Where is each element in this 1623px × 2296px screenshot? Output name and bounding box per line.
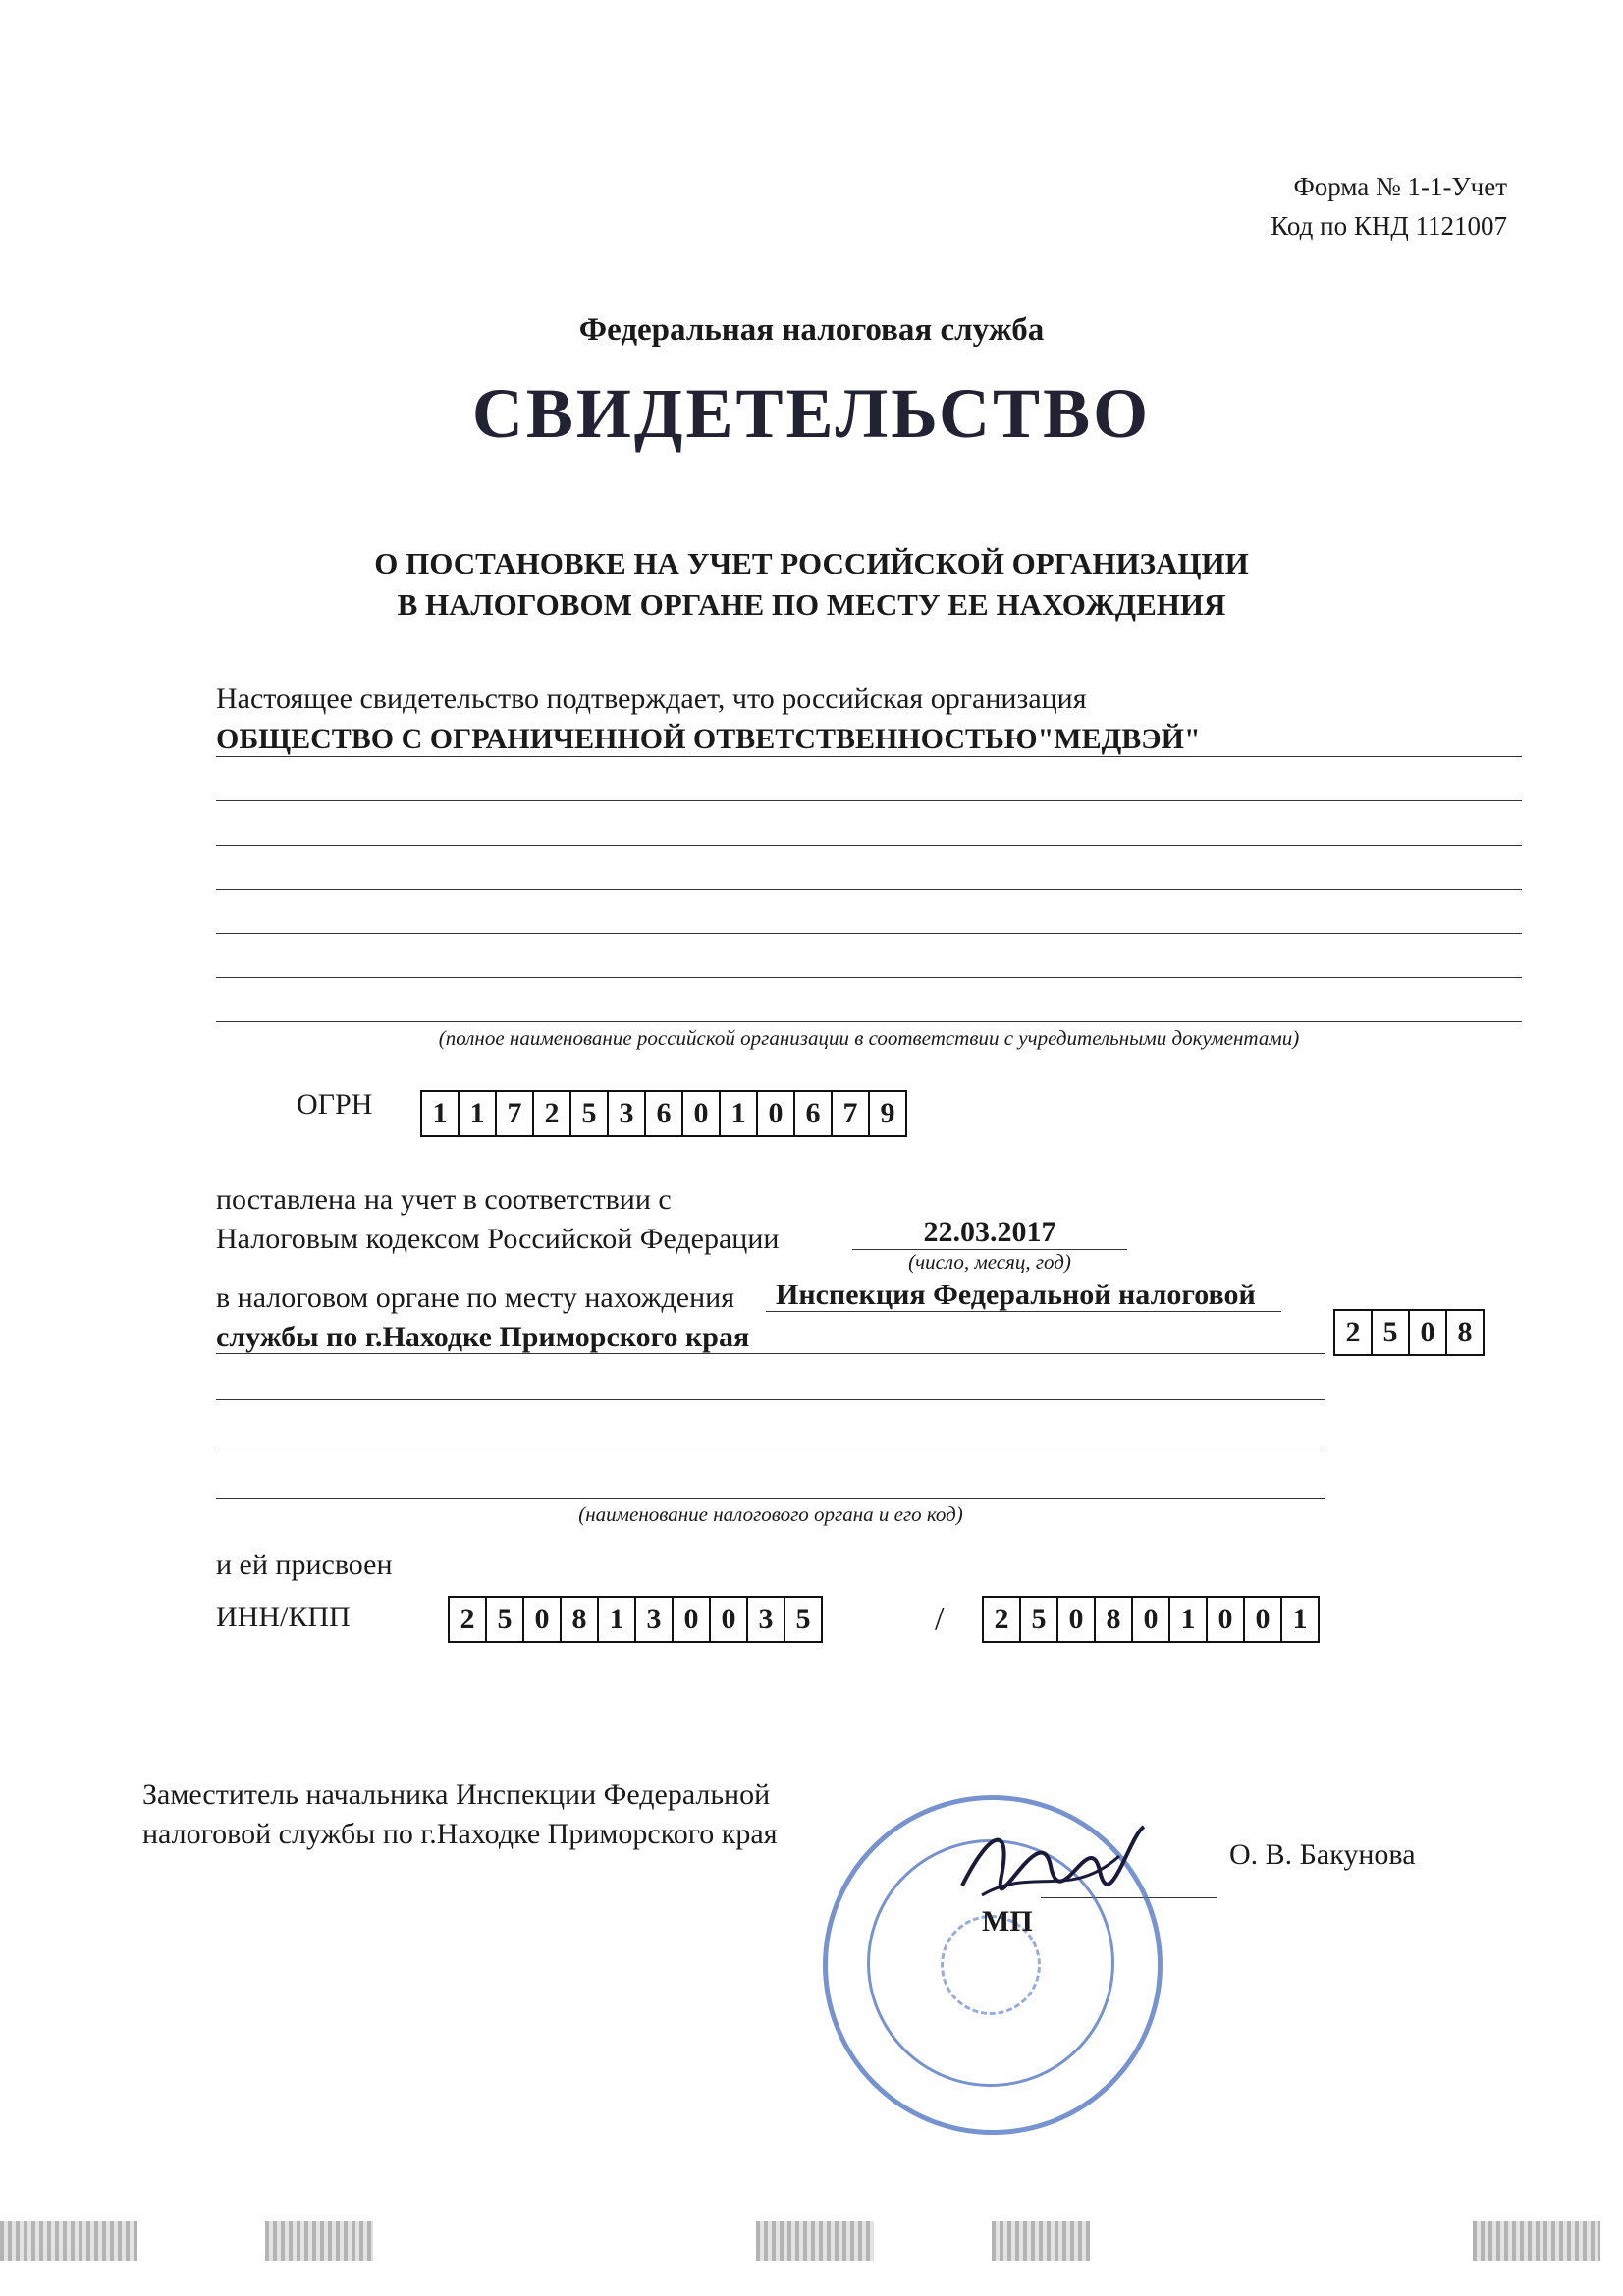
authority-code-digit: 0	[1410, 1311, 1447, 1354]
inn-digit: 0	[674, 1598, 711, 1641]
kpp-digit: 8	[1096, 1598, 1133, 1641]
authority-underline-2	[216, 1353, 1325, 1354]
kpp-digit: 0	[1058, 1598, 1096, 1641]
kpp-boxes	[982, 1596, 1320, 1643]
scan-artifact-mid-left	[265, 2221, 373, 2261]
ogrn-digit: 7	[833, 1092, 870, 1135]
authority-underline-1	[766, 1311, 1281, 1312]
inn-boxes	[448, 1596, 823, 1643]
org-line-5	[216, 933, 1522, 934]
inn-digit: 3	[636, 1598, 674, 1641]
kpp-digit: 0	[1133, 1598, 1170, 1641]
ogrn-digit: 3	[609, 1092, 646, 1135]
inn-digit: 0	[524, 1598, 562, 1641]
form-number: Форма № 1-1-Учет	[1293, 172, 1507, 201]
inn-digit: 8	[562, 1598, 599, 1641]
assigned-label: и ей присвоен	[216, 1549, 393, 1581]
org-line-4	[216, 889, 1522, 890]
registration-date: 22.03.2017	[923, 1216, 1056, 1248]
ogrn-digit: 9	[880, 1097, 895, 1129]
ogrn-digit: 0	[758, 1092, 795, 1135]
authority-line-2: службы по г.Находке Приморского края	[216, 1321, 750, 1353]
ogrn-label: ОГРН	[297, 1088, 373, 1121]
ogrn-digit: 1	[460, 1092, 497, 1135]
subtitle-line-2: В НАЛОГОВОМ ОРГАНЕ ПО МЕСТУ ЕЕ НАХОЖДЕНИЯ	[397, 587, 1226, 622]
ogrn-digit: 6	[795, 1092, 833, 1135]
authority-code-digit: 8	[1457, 1316, 1473, 1348]
org-line-3	[216, 845, 1522, 846]
registration-line-2: Налоговым кодексом Российской Федерации	[216, 1223, 780, 1255]
inn-kpp-separator: /	[935, 1601, 945, 1637]
ogrn-digit: 1	[422, 1092, 460, 1135]
signer-position	[142, 1776, 778, 1854]
authority-line-1: Инспекция Федеральной налоговой	[776, 1279, 1256, 1311]
inn-digit: 3	[748, 1598, 785, 1641]
inn-digit: 5	[487, 1598, 524, 1641]
signature-scribble-icon	[952, 1807, 1149, 1915]
org-line-1	[216, 756, 1522, 757]
signer-position-line-1: Заместитель начальника Инспекции Федеральной	[142, 1778, 771, 1811]
authority-code-boxes	[1333, 1309, 1485, 1356]
org-line-2	[216, 800, 1522, 801]
kpp-digit: 5	[1021, 1598, 1058, 1641]
place-label: в налоговом органе по месту нахождения	[216, 1282, 735, 1314]
signer-position-line-2: налоговой службы по г.Находке Приморского края	[142, 1818, 778, 1850]
knd-code: Код по КНД 1121007	[1271, 211, 1507, 241]
org-line-7	[216, 1021, 1522, 1022]
inn-digit: 2	[450, 1598, 487, 1641]
authority-name: Федеральная налоговая служба	[578, 312, 1045, 348]
kpp-digit: 0	[1245, 1598, 1282, 1641]
authority-line-3	[216, 1399, 1325, 1400]
intro-text: Настоящее свидетельство подтверждает, что российская организация	[216, 683, 1087, 715]
ogrn-digit: 0	[683, 1092, 721, 1135]
document-title: СВИДЕТЕЛЬСТВО	[471, 374, 1152, 453]
inn-digit: 1	[599, 1598, 636, 1641]
authority-caption: (наименование налогового органа и его код)	[578, 1503, 963, 1526]
organization-name: ОБЩЕСТВО С ОГРАНИЧЕННОЙ ОТВЕТСТВЕННОСТЬЮ"МЕДВЭЙ"	[216, 723, 1201, 755]
scan-artifact-left	[0, 2221, 137, 2261]
inn-digit: 5	[795, 1603, 811, 1635]
ogrn-boxes	[420, 1090, 907, 1137]
ogrn-digit: 2	[534, 1092, 571, 1135]
authority-code-digit: 5	[1373, 1311, 1410, 1354]
seal-mark: МП	[982, 1905, 1033, 1938]
ogrn-digit: 5	[571, 1092, 609, 1135]
scan-artifact-right	[1473, 2221, 1600, 2261]
date-caption: (число, месяц, год)	[908, 1250, 1071, 1274]
ogrn-digit: 1	[721, 1092, 758, 1135]
kpp-digit: 0	[1208, 1598, 1245, 1641]
authority-line-5	[216, 1498, 1325, 1499]
kpp-digit: 1	[1292, 1603, 1308, 1635]
subtitle-line-1: О ПОСТАНОВКЕ НА УЧЕТ РОССИЙСКОЙ ОРГАНИЗАЦИИ	[374, 546, 1249, 580]
ogrn-digit: 7	[497, 1092, 534, 1135]
kpp-digit: 2	[984, 1598, 1021, 1641]
registration-line-1: поставлена на учет в соответствии с	[216, 1183, 672, 1216]
authority-code-digit: 2	[1335, 1311, 1373, 1354]
scan-artifact-mid-right	[992, 2221, 1090, 2261]
scan-artifact-center	[756, 2221, 874, 2261]
document-subtitle	[0, 543, 1623, 626]
form-header	[1271, 167, 1507, 246]
organization-caption: (полное наименование российской организации в соответствии с учредительными документами)	[438, 1026, 1300, 1050]
org-line-6	[216, 977, 1522, 978]
ogrn-digit: 6	[646, 1092, 683, 1135]
inn-digit: 0	[711, 1598, 748, 1641]
inn-kpp-label: ИНН/КПП	[216, 1601, 351, 1633]
signer-name: О. В. Бакунова	[1229, 1838, 1416, 1871]
kpp-digit: 1	[1170, 1598, 1208, 1641]
